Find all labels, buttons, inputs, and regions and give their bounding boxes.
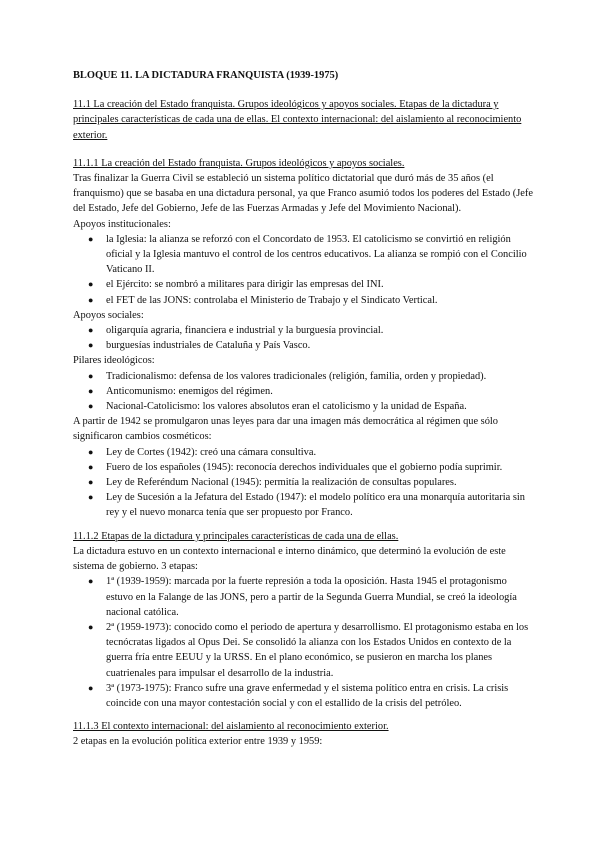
list-item: ● la Iglesia: la alianza se reforzó con el Concordato de 1953. El catolicismo se convirtió en religión oficial y la Iglesia mantuvo el control de los centros educativos. La alianza se rompió con el Concilio Vaticano II. (88, 233, 527, 276)
document-title: BLOQUE 11. LA DICTADURA FRANQUISTA (1939-1975) (73, 70, 339, 81)
ideological-pillars-list (73, 369, 535, 415)
list-item: ● 3ª (1973-1975): Franco sufre una grave enfermedad y el sistema político entra en crisis. La crisis coincide con una mayor contestación social y con el estallido de la crisis del petróleo. (88, 682, 509, 709)
subsection-heading-2: 11.1.2 Etapas de la dictadura y principales características de cada una de ellas. (73, 530, 399, 542)
list-item: ● 2ª (1959-1973): conocido como el periodo de apertura y desarrollismo. El protagonismo estaba en los tecnócratas ligados al Opus Dei. Se consolidó la alianza con los Estados Unidos en contexto de la guerra fría entre EEUU y la URSS. En el plano económico, se pusieron en marcha los planes cuatrienales para impulsar el desarrollo de la industria. (88, 621, 529, 679)
social-support-list (73, 323, 535, 353)
bullet-icon: ● (88, 401, 94, 412)
bullet-icon: ● (88, 621, 94, 632)
list-item: ● Ley de Sucesión a la Jefatura del Estado (1947): el modelo político era una monarquía autoritaria sin rey y el nuevo monarca tenía que ser propuesto por Franco. (88, 492, 525, 519)
laws-list (73, 445, 535, 521)
bullet-icon: ● (88, 477, 94, 488)
list-item: ● Nacional-Catolicismo: los valores absolutos eran el catolicismo y la unidad de España. (106, 399, 535, 414)
list-item: ● el FET de las JONS: controlaba el Ministerio de Trabajo y el Sindicato Vertical. (106, 293, 535, 308)
bullet-icon: ● (88, 461, 94, 472)
bullet-icon: ● (88, 446, 94, 457)
list-item: ● Anticomunismo: enemigos del régimen. (106, 384, 535, 399)
list-item: ● Ley de Cortes (1942): creó una cámara consultiva. (106, 445, 535, 460)
list-item: ● 1ª (1939-1959): marcada por la fuerte represión a toda la oposición. Hasta 1945 el protagonismo estuvo en la Falange de las JONS, pero a partir de la Segunda Guerra Mundial, se creó la ideología nacional católica. (88, 576, 517, 618)
bullet-icon: ● (88, 340, 94, 351)
list-item: ● oligarquía agraria, financiera e industrial y la burguesía provincial. (106, 323, 535, 338)
list-item: ● Fuero de los españoles (1945): reconocía derechos individuales que el gobierno podía suprimir. (106, 460, 535, 475)
bullet-icon: ● (88, 370, 94, 381)
bullet-icon: ● (88, 492, 94, 503)
subsection-heading-1: 11.1.1 La creación del Estado franquista. Grupos ideológicos y apoyos sociales. (73, 157, 405, 169)
institutional-support-label: Apoyos institucionales: (73, 218, 171, 230)
document-page (73, 68, 535, 750)
laws-intro: A partir de 1942 se promulgaron unas leyes para dar una imagen más democrática al régimen que sólo significaron cambios cosméticos: (73, 416, 499, 443)
bullet-icon: ● (88, 385, 94, 396)
spacer (73, 521, 535, 529)
spacer (73, 711, 535, 719)
section-heading: 11.1 La creación del Estado franquista. Grupos ideológicos y apoyos sociales. Etapas de la dictadura y principales características de cada una de ellas. El contexto internacional: del aislamiento al reconocimiento exterior. (73, 99, 522, 141)
ideological-pillars-label: Pilares ideológicos: (73, 355, 155, 367)
subsection-1-intro: Tras finalizar la Guerra Civil se estableció un sistema político dictatorial que duró más de 35 años (el franquismo) que se basaba en una dictadura personal, ya que Franco asumió todos los poderes del Estado (Jefe del Estado, Jefe del Gobierno, Jefe de las Fuerzas Armadas y Jefe del Movimiento Nacional). (73, 173, 533, 215)
list-item: ● burguesías industriales de Cataluña y País Vasco. (106, 338, 535, 353)
bullet-icon: ● (88, 576, 94, 587)
subsection-2-intro: La dictadura estuvo en un contexto internacional e interno dinámico, que determinó la evolución de este sistema de gobierno. 3 etapas: (73, 545, 506, 573)
bullet-icon: ● (88, 279, 94, 290)
stages-list (73, 574, 535, 711)
social-support-label: Apoyos sociales: (73, 309, 144, 321)
list-item: ● Tradicionalismo: defensa de los valores tradicionales (religión, familia, orden y propiedad). (106, 369, 535, 384)
bullet-icon: ● (88, 325, 94, 336)
list-item: ● Ley de Referéndum Nacional (1945): permitía la realización de consultas populares. (106, 475, 535, 490)
subsection-3-intro: 2 etapas en la evolución política exterior entre 1939 y 1959: (73, 736, 323, 748)
subsection-heading-3: 11.1.3 El contexto internacional: del aislamiento al reconocimiento exterior. (73, 721, 389, 733)
list-item: ● el Ejército: se nombró a militares para dirigir las empresas del INI. (106, 277, 535, 292)
bullet-icon: ● (88, 682, 94, 693)
institutional-support-list (73, 232, 535, 308)
bullet-icon: ● (88, 233, 94, 244)
bullet-icon: ● (88, 294, 94, 305)
